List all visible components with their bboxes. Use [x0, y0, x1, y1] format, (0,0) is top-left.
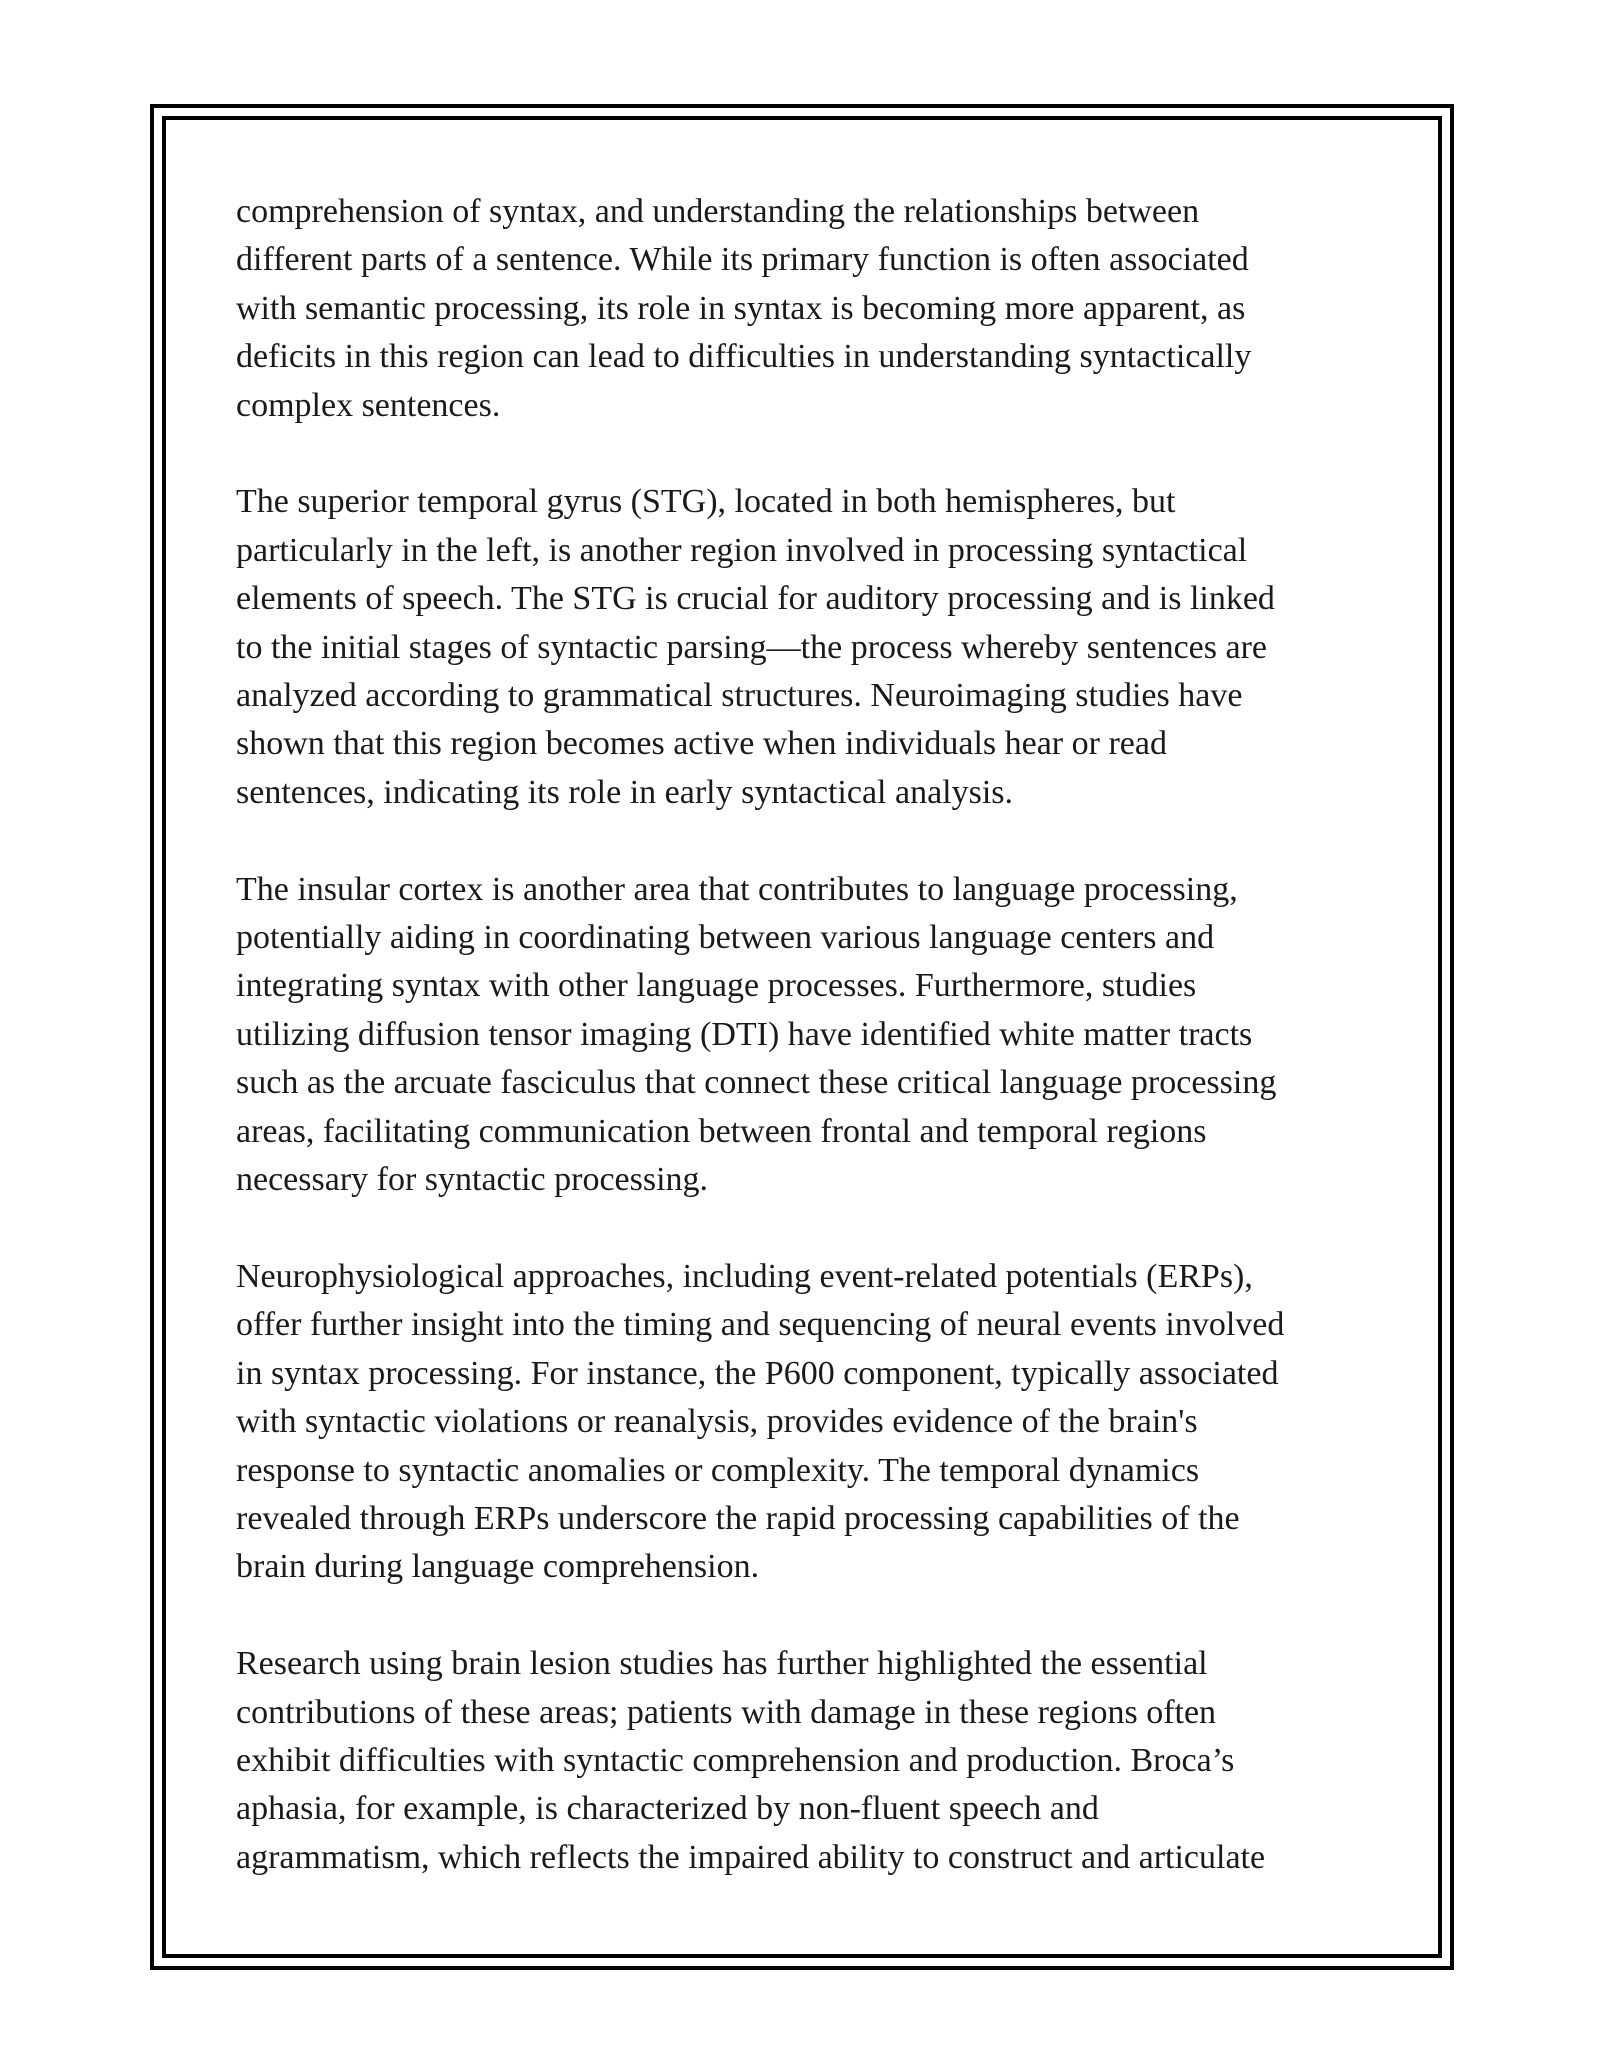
text-line: integrating syntax with other language processes. Furthermore, studies: [236, 967, 1197, 1005]
text-line: areas, facilitating communication between frontal and temporal regions: [236, 1112, 1207, 1150]
text-line: sentences, indicating its role in early syntactical analysis.: [236, 773, 1014, 811]
text-line: The insular cortex is another area that contributes to language processing,: [236, 870, 1238, 908]
text-line: offer further insight into the timing and sequencing of neural events involved: [236, 1306, 1285, 1344]
text-line: analyzed according to grammatical structures. Neuroimaging studies have: [236, 677, 1243, 715]
paragraph-brain-lesion: [236, 1640, 1384, 1882]
text-line: necessary for syntactic processing.: [236, 1161, 709, 1199]
text-line: response to syntactic anomalies or complexity. The temporal dynamics: [236, 1451, 1200, 1489]
text-line: The superior temporal gyrus (STG), located in both hemispheres, but: [236, 483, 1176, 521]
text-line: in syntax processing. For instance, the P600 component, typically associated: [236, 1354, 1279, 1392]
text-line: different parts of a sentence. While its primary function is often associated: [236, 241, 1249, 279]
text-line: utilizing diffusion tensor imaging (DTI) have identified white matter tracts: [236, 1015, 1253, 1053]
text-line: Research using brain lesion studies has further highlighted the essential: [236, 1645, 1208, 1683]
text-line: such as the arcuate fasciculus that connect these critical language processing: [236, 1064, 1277, 1102]
paragraph-neurophysiological: [236, 1253, 1384, 1592]
text-line: with syntactic violations or reanalysis, provides evidence of the brain's: [236, 1403, 1198, 1441]
text-line: potentially aiding in coordinating between various language centers and: [236, 919, 1215, 957]
text-line: Neurophysiological approaches, including event-related potentials (ERPs),: [236, 1257, 1253, 1295]
text-line: exhibit difficulties with syntactic comprehension and production. Broca’s: [236, 1741, 1235, 1779]
text-line: deficits in this region can lead to difficulties in understanding syntactically: [236, 338, 1252, 376]
text-line: complex sentences.: [236, 386, 501, 424]
paragraph-inferior-frontal: [236, 188, 1384, 430]
text-line: agrammatism, which reflects the impaired ability to construct and articulate: [236, 1838, 1266, 1876]
text-line: brain during language comprehension.: [236, 1548, 760, 1586]
text-line: with semantic processing, its role in syntax is becoming more apparent, as: [236, 289, 1246, 327]
text-line: aphasia, for example, is characterized by non-fluent speech and: [236, 1790, 1099, 1828]
text-line: elements of speech. The STG is crucial for auditory processing and is linked: [236, 580, 1275, 618]
document-body: [236, 188, 1384, 1931]
text-line: comprehension of syntax, and understanding the relationships between: [236, 193, 1200, 230]
text-line: particularly in the left, is another region involved in processing syntactical: [236, 531, 1248, 569]
text-line: shown that this region becomes active when individuals hear or read: [236, 725, 1167, 763]
text-line: revealed through ERPs underscore the rapid processing capabilities of the: [236, 1499, 1240, 1537]
paragraph-insular-cortex: [236, 866, 1384, 1205]
text-line: contributions of these areas; patients with damage in these regions often: [236, 1693, 1217, 1731]
text-line: to the initial stages of syntactic parsing—the process whereby sentences are: [236, 628, 1267, 666]
paragraph-superior-temporal-gyrus: [236, 478, 1384, 817]
